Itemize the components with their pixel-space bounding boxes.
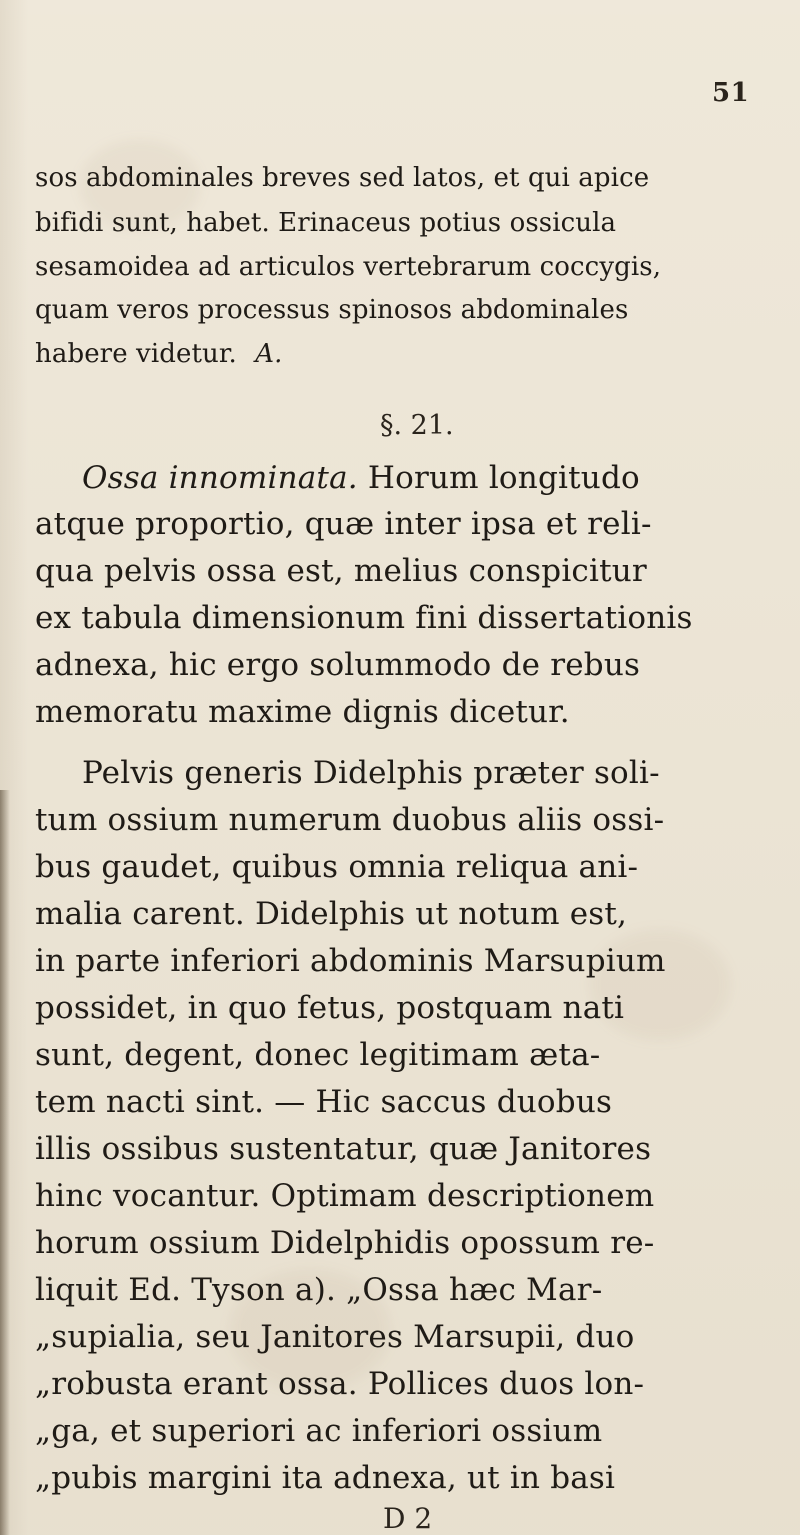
- paragraph-3-line: sunt, degent, donec legitimam æta-: [35, 1037, 601, 1073]
- footer-signature: D 2: [383, 1502, 433, 1535]
- paragraph-2-lead: Ossa innominata.: [82, 460, 358, 496]
- paragraph-3-line: hinc vocantur. Optimam descriptionem: [35, 1178, 655, 1214]
- paragraph-3-line: Pelvis generis Didelphis præter soli-: [82, 755, 660, 791]
- page-binding-edge: [0, 790, 10, 1535]
- paragraph-2-line: [82, 460, 640, 496]
- paragraph-3-line: „pubis margini ita adnexa, ut in basi: [35, 1460, 616, 1496]
- paragraph-3-line: „supialia, seu Janitores Marsupii, duo: [35, 1319, 635, 1355]
- paragraph-1-line: bifidi sunt, habet. Erinaceus potius ossicula: [35, 208, 617, 238]
- paragraph-1-mark: A.: [255, 339, 283, 369]
- paragraph-3-line: bus gaudet, quibus omnia reliqua ani-: [35, 849, 639, 885]
- paragraph-3-line: horum ossium Didelphidis opossum re-: [35, 1225, 655, 1261]
- paragraph-1-line: sos abdominales breves sed latos, et qui apice: [35, 163, 650, 193]
- section-heading: §. 21.: [380, 410, 454, 441]
- paragraph-1-line: sesamoidea ad articulos vertebrarum coccygis,: [35, 252, 662, 282]
- paragraph-1-last-text: habere videtur.: [35, 339, 237, 369]
- paragraph-3-line: possidet, in quo fetus, postquam nati: [35, 990, 625, 1026]
- paragraph-2-line: atque proportio, quæ inter ipsa et reli-: [35, 506, 652, 542]
- page-number: 51: [712, 78, 750, 108]
- paragraph-3-line: „ga, et superiori ac inferiori ossium: [35, 1413, 603, 1449]
- paragraph-2-line: ex tabula dimensionum fini dissertationis: [35, 600, 693, 636]
- paragraph-2-line: memoratu maxime dignis dicetur.: [35, 694, 570, 730]
- paragraph-3-line: malia carent. Didelphis ut notum est,: [35, 896, 628, 932]
- paragraph-3-line: tem nacti sint. — Hic saccus duobus: [35, 1084, 613, 1120]
- paragraph-1-line: quam veros processus spinosos abdominales: [35, 295, 629, 325]
- paragraph-1-line: [35, 341, 283, 367]
- paragraph-3-line: „robusta erant ossa. Pollices duos lon-: [35, 1366, 645, 1402]
- paragraph-2-line: qua pelvis ossa est, melius conspicitur: [35, 553, 647, 589]
- paragraph-3-line: illis ossibus sustentatur, quæ Janitores: [35, 1131, 652, 1167]
- paragraph-3-line: in parte inferiori abdominis Marsupium: [35, 943, 666, 979]
- paragraph-3-line: tum ossium numerum duobus aliis ossi-: [35, 802, 665, 838]
- paragraph-2-line: adnexa, hic ergo solummodo de rebus: [35, 647, 641, 683]
- paragraph-2-line-text: Horum longitudo: [357, 460, 640, 496]
- paragraph-3-line: liquit Ed. Tyson a). „Ossa hæc Mar-: [35, 1272, 603, 1308]
